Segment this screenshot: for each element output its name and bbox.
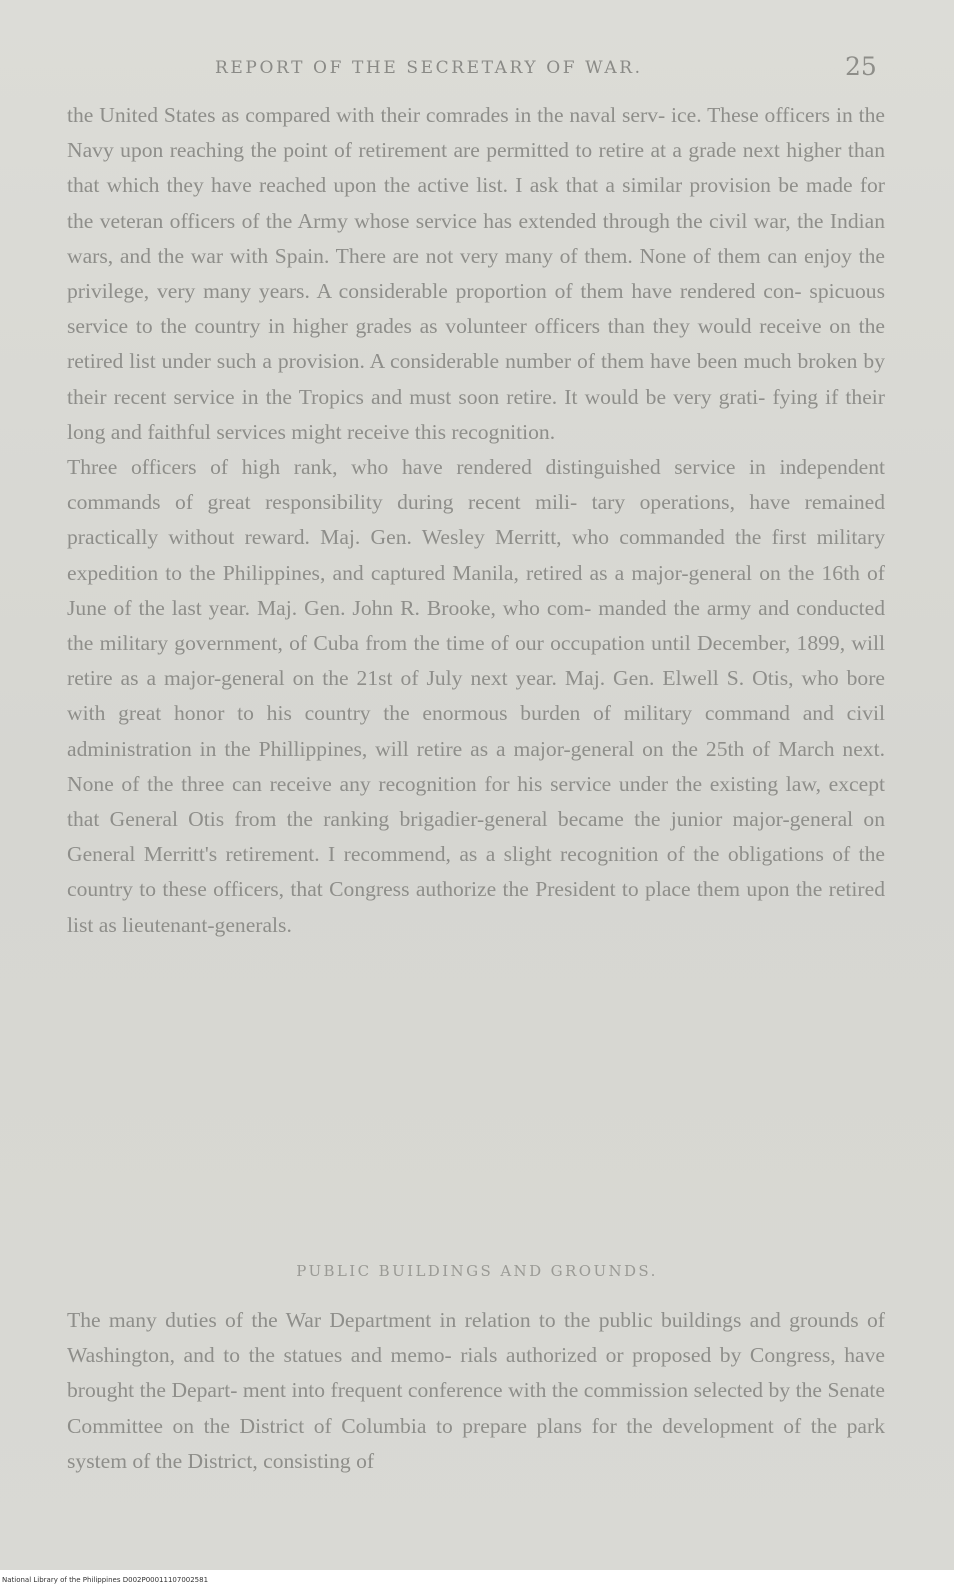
section-heading: PUBLIC BUILDINGS AND GROUNDS. [296,1262,658,1280]
paragraph-public-buildings: The many duties of the War Department in relation to the public buildings and grounds of Washington, and to the statues and memo- rials authorized or proposed by Congress, have brought the Depart- ment into frequent conference with the commission selected by the Senate Committee on the District of Columbia to prepare plans for the development of the park system of the District, consisting of [67,1308,885,1473]
paragraph-three-officers: Three officers of high rank, who have rendered distinguished service in independent commands of great responsibility during recent mili- tary operations, have remained practically without reward. Maj. Gen. Wesley Merritt, who commanded the first military expedition to the Philippines, and captured Manila, retired as a major-general on the 16th of June of the last year. Maj. Gen. John R. Brooke, who com- manded the army and conducted the military government, of Cuba from the time of our occupation until December, 1899, will retire as a major-general on the 21st of July next year. Maj. Gen. Elwell S. Otis, who bore with great honor to his country the enormous burden of military command and civil administration in the Phillippines, will retire as a major-general on the 25th of March next. None of the three can receive any recognition for his service under the existing law, except that General Otis from the ranking brigadier-general became the junior major-general on General Merritt's retirement. I recommend, as a slight recognition of the obligations of the country to these officers, that Congress authorize the President to place them upon the retired list as lieutenant-generals. [67,455,885,937]
page-number: 25 [845,52,877,81]
body-text [67,98,885,943]
paragraph-retirement-provision: the United States as compared with their comrades in the naval serv- ice. These officers in the Navy upon reaching the point of retirement are permitted to retire at a grade next higher than that which they have reached upon the active list. I ask that a similar provision be made for the veteran officers of the Army whose service has extended through the civil war, the Indian wars, and the war with Spain. There are not very many of them. None of them can enjoy the privilege, very many years. A considerable proportion of them have rendered con- spicuous service to the country in higher grades as volunteer officers than they would receive on the retired list under such a provision. A considerable number of them have been much broken by their recent service in the Tropics and must soon retire. It would be very grati- fying if their long and faithful services might receive this recognition. [67,103,885,444]
scan-footer [0,1570,954,1594]
running-head: REPORT OF THE SECRETARY OF WAR. [215,58,643,78]
page-header [0,52,954,92]
scan-credit: National Library of the Philippines D002P00011107002581 [2,1576,209,1584]
section-body-text [67,1303,885,1479]
